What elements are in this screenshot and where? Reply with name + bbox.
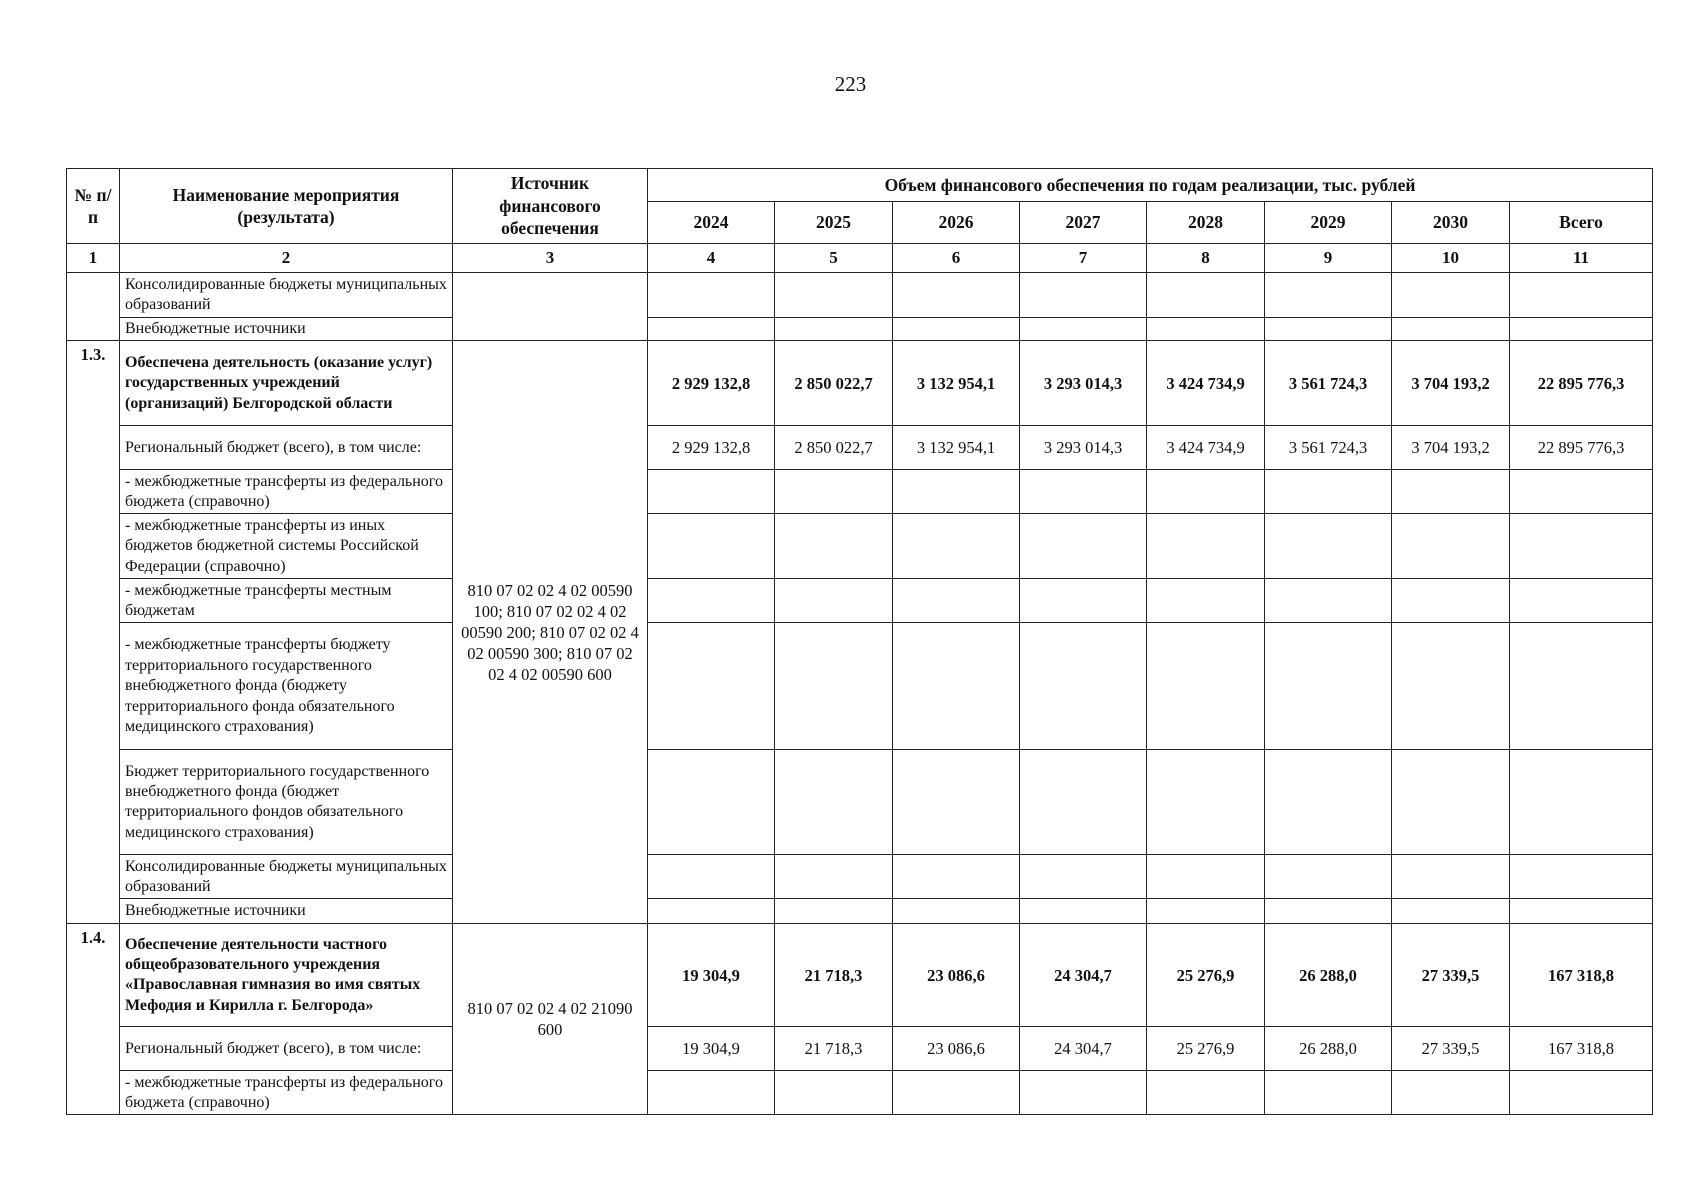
value-cell: 3 704 193,2 xyxy=(1392,426,1510,470)
row-name: - межбюджетные трансферты из федерального бюджета (справочно) xyxy=(120,470,453,514)
column-number: 10 xyxy=(1392,244,1510,273)
header-year: 2029 xyxy=(1265,202,1392,244)
column-number: 6 xyxy=(893,244,1020,273)
header-year: 2030 xyxy=(1392,202,1510,244)
table-row xyxy=(67,1027,1653,1071)
row-name: Консолидированные бюджеты муниципальных образований xyxy=(120,855,453,899)
value-cell: 3 561 724,3 xyxy=(1265,426,1392,470)
column-number: 3 xyxy=(453,244,648,273)
value-cell: 167 318,8 xyxy=(1510,1027,1653,1071)
value-cell: 3 132 954,1 xyxy=(893,341,1020,426)
section-index: 1.4. xyxy=(67,924,120,1115)
table-row xyxy=(67,470,1653,514)
page-number: 223 xyxy=(834,72,867,96)
header-year: 2026 xyxy=(893,202,1020,244)
header-year: 2027 xyxy=(1020,202,1147,244)
table-row xyxy=(67,855,1653,899)
header-year: 2024 xyxy=(648,202,775,244)
table-row xyxy=(67,579,1653,623)
row-name: Региональный бюджет (всего), в том числе: xyxy=(120,1027,453,1071)
table-row xyxy=(67,623,1653,750)
row-name: Обеспечение деятельности частного общеобразовательного учреждения «Православная гимназия во имя святых Мефодия и Кирилла г. Белгорода» xyxy=(120,924,453,1027)
row-name: Региональный бюджет (всего), в том числе: xyxy=(120,426,453,470)
header-year: 2028 xyxy=(1147,202,1265,244)
source-cell xyxy=(453,273,648,341)
column-number: 11 xyxy=(1510,244,1653,273)
value-cell: 3 424 734,9 xyxy=(1147,426,1265,470)
column-number: 7 xyxy=(1020,244,1147,273)
header-total: Всего xyxy=(1510,202,1653,244)
value-cell: 3 561 724,3 xyxy=(1265,341,1392,426)
value-cell: 23 086,6 xyxy=(893,1027,1020,1071)
value-cell: 22 895 776,3 xyxy=(1510,426,1653,470)
budget-table xyxy=(66,168,1653,1115)
row-name: Внебюджетные источники xyxy=(120,899,453,924)
value-cell: 3 132 954,1 xyxy=(893,426,1020,470)
header-year: 2025 xyxy=(775,202,893,244)
value-cell: 2 850 022,7 xyxy=(775,341,893,426)
table-row xyxy=(67,1071,1653,1115)
header-col-num: № п/п xyxy=(67,169,120,244)
value-cell: 24 304,7 xyxy=(1020,1027,1147,1071)
header-col-volume: Объем финансового обеспечения по годам реализации, тыс. рублей xyxy=(648,169,1653,202)
row-name: - межбюджетные трансферты из федерального бюджета (справочно) xyxy=(120,1071,453,1115)
column-number: 2 xyxy=(120,244,453,273)
table-row xyxy=(67,426,1653,470)
table-row xyxy=(67,924,1653,1027)
value-cell: 25 276,9 xyxy=(1147,1027,1265,1071)
value-cell: 3 293 014,3 xyxy=(1020,426,1147,470)
value-cell: 24 304,7 xyxy=(1020,924,1147,1027)
row-name: - межбюджетные трансферты бюджету территориального государственного внебюджетного фонда (бюджету территориального фонда обязательного медицинского страхования) xyxy=(120,623,453,750)
value-cell: 19 304,9 xyxy=(648,924,775,1027)
value-cell: 19 304,9 xyxy=(648,1027,775,1071)
table-row xyxy=(67,899,1653,924)
column-number: 9 xyxy=(1265,244,1392,273)
value-cell: 3 704 193,2 xyxy=(1392,341,1510,426)
value-cell: 21 718,3 xyxy=(775,1027,893,1071)
table-row xyxy=(67,514,1653,579)
column-number: 1 xyxy=(67,244,120,273)
column-numbers-row xyxy=(67,244,1653,273)
column-number: 4 xyxy=(648,244,775,273)
header-row xyxy=(67,169,1653,202)
row-name: Обеспечена деятельность (оказание услуг) государственных учреждений (организаций) Белгородской области xyxy=(120,341,453,426)
value-cell: 23 086,6 xyxy=(893,924,1020,1027)
value-cell: 3 424 734,9 xyxy=(1147,341,1265,426)
value-cell: 2 850 022,7 xyxy=(775,426,893,470)
value-cell: 167 318,8 xyxy=(1510,924,1653,1027)
column-number: 8 xyxy=(1147,244,1265,273)
source-code: 810 07 02 02 4 02 21090 600 xyxy=(453,924,648,1115)
section-index: 1.3. xyxy=(67,341,120,924)
column-number: 5 xyxy=(775,244,893,273)
row-name: Консолидированные бюджеты муниципальных образований xyxy=(120,273,453,318)
table-row xyxy=(67,273,1653,318)
value-cell: 27 339,5 xyxy=(1392,1027,1510,1071)
value-cell: 3 293 014,3 xyxy=(1020,341,1147,426)
value-cell: 26 288,0 xyxy=(1265,1027,1392,1071)
source-code: 810 07 02 02 4 02 00590 100; 810 07 02 02 4 02 00590 200; 810 07 02 02 4 02 00590 300; 810 07 02 02 4 02 00590 600 xyxy=(453,341,648,924)
value-cell: 2 929 132,8 xyxy=(648,426,775,470)
header-col-name: Наименование мероприятия (результата) xyxy=(120,169,453,244)
table-row xyxy=(67,341,1653,426)
header-col-source: Источник финансового обеспечения xyxy=(453,169,648,244)
table-row xyxy=(67,318,1653,341)
row-name: Внебюджетные источники xyxy=(120,318,453,341)
row-name: Бюджет территориального государственного внебюджетного фонда (бюджет территориального фондов обязательного медицинского страхования) xyxy=(120,750,453,855)
value-cell: 2 929 132,8 xyxy=(648,341,775,426)
value-cell: 27 339,5 xyxy=(1392,924,1510,1027)
value-cell: 21 718,3 xyxy=(775,924,893,1027)
value-cell: 26 288,0 xyxy=(1265,924,1392,1027)
value-cell: 22 895 776,3 xyxy=(1510,341,1653,426)
row-name: - межбюджетные трансферты из иных бюджетов бюджетной системы Российской Федерации (справочно) xyxy=(120,514,453,579)
index-cell xyxy=(67,273,120,341)
table-row xyxy=(67,750,1653,855)
value-cell: 25 276,9 xyxy=(1147,924,1265,1027)
row-name: - межбюджетные трансферты местным бюджетам xyxy=(120,579,453,623)
